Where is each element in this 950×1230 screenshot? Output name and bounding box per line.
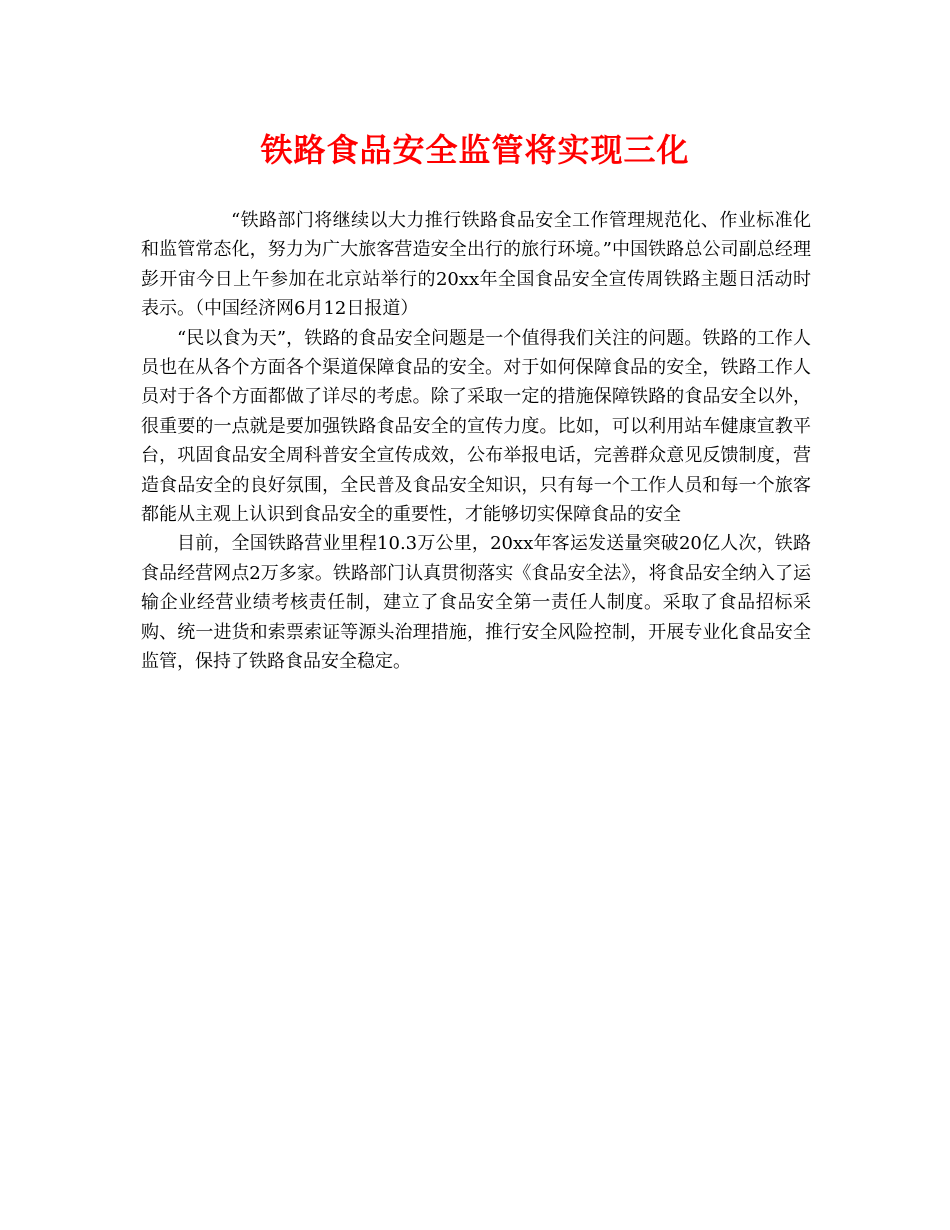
document-body — [141, 206, 811, 677]
paragraph-intro: “铁路部门将继续以大力推行铁路食品安全工作管理规范化、作业标准化和监管常态化，努力为广大旅客营造安全出行的旅行环境。”中国铁路总公司副总经理彭开宙今日上午参加在北京站举行的20xx年全国食品安全宣传周铁路主题日活动时表示。（中国经济网6月12日报道） — [141, 210, 811, 320]
paragraph-current-status: 目前，全国铁路营业里程10.3万公里，20xx年客运发送量突破20亿人次，铁路食品经营网点2万多家。铁路部门认真贯彻落实《食品安全法》，将食品安全纳入了运输企业经营业绩考核责任制，建立了食品安全第一责任人制度。采取了食品招标采购、统一进货和索票索证等源头治理措施，推行安全风险控制，开展专业化食品安全监管，保持了铁路食品安全稳定。 — [141, 533, 811, 673]
page-title: 铁路食品安全监管将实现三化 — [260, 131, 690, 169]
paragraph-publicity: “民以食为天”，铁路的食品安全问题是一个值得我们关注的问题。铁路的工作人员也在从各个方面各个渠道保障食品的安全。对于如何保障食品的安全，铁路工作人员对于各个方面都做了详尽的考虑。除了采取一定的措施保障铁路的食品安全以外，很重要的一点就是要加强铁路食品安全的宣传力度。比如，可以利用站车健康宣教平台，巩固食品安全周科普安全宣传成效，公布举报电话，完善群众意见反馈制度，营造食品安全的良好氛围，全民普及食品安全知识，只有每一个工作人员和每一个旅客都能从主观上认识到食品安全的重要性，才能够切实保障食品的安全 — [141, 327, 811, 526]
